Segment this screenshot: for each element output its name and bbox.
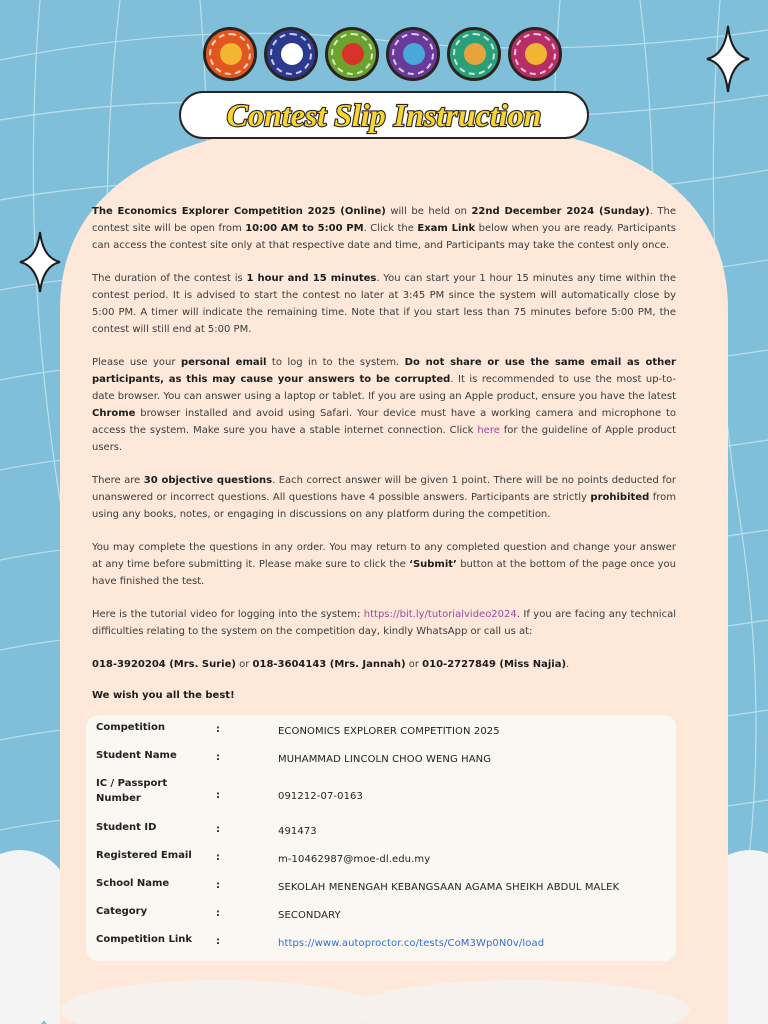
badge-icon — [508, 27, 562, 81]
instructions — [92, 203, 676, 720]
support-paragraph — [92, 606, 676, 640]
text: The duration of the contest is — [92, 273, 247, 284]
field-label: Student ID — [96, 822, 157, 833]
contest-hours: 10:00 AM to 5:00 PM — [245, 223, 364, 234]
duration: 1 hour and 15 minutes — [246, 273, 377, 284]
field-value: 091212-07-0163 — [278, 791, 363, 802]
contact-najia: 010-2727849 (Miss Najia) — [422, 659, 567, 670]
svg-text:Contest Slip Instruction: Contest Slip Instruction — [226, 97, 542, 133]
field-label: Student Name — [96, 750, 177, 761]
text: below when you are ready. Participants can access the contest site only at that respective date and time, and Participants may take the contest only once. — [92, 223, 676, 251]
sparkle-left-icon — [18, 230, 62, 294]
field-value: 491473 — [278, 826, 317, 837]
text: Chrome — [92, 408, 136, 419]
text: will be held on — [385, 206, 472, 217]
apple-guideline-link[interactable]: here — [477, 425, 500, 436]
text: ‘Submit’ — [409, 559, 457, 570]
badge-icon — [386, 27, 440, 81]
page-title — [172, 86, 596, 144]
text: . Click the — [363, 223, 418, 234]
contest-date: 22nd December 2024 (Sunday) — [471, 206, 650, 217]
submit-paragraph — [92, 539, 676, 590]
colon: : — [216, 936, 220, 947]
text: browser installed and avoid using Safari. Your device must have a working camera and microphone to access the system. Make sure you have a stable internet connection. Click — [92, 408, 676, 436]
colon: : — [216, 908, 220, 919]
text: You may complete the questions in any order. You may return to any completed question and change your answer at any time before submitting it. Please make sure to click the — [92, 542, 676, 570]
text: . The contest site will be open from — [92, 206, 676, 234]
warning-text: Do not share or use the same email as other participants, as this may cause your answers to be corrupted — [92, 357, 676, 385]
badge-icon — [325, 27, 379, 81]
field-label: Registered Email — [96, 850, 192, 861]
field-value: SEKOLAH MENENGAH KEBANGSAAN AGAMA SHEIKH ABDUL MALEK — [278, 882, 620, 893]
closing-text — [92, 687, 676, 704]
colon: : — [216, 724, 220, 735]
field-label: Category — [96, 906, 148, 917]
colon: : — [216, 824, 220, 835]
field-value: ECONOMICS EXPLORER COMPETITION 2025 — [278, 726, 500, 737]
text: or — [405, 659, 423, 670]
text: personal email — [180, 357, 267, 368]
sparkle-right-icon — [705, 24, 751, 94]
questions-paragraph — [92, 472, 676, 523]
duration-paragraph — [92, 270, 676, 338]
competition-link[interactable]: https://www.autoproctor.co/tests/CoM3Wp0N0v/load — [278, 938, 545, 949]
field-label: Competition Link — [96, 934, 193, 945]
exam-link-text: Exam Link — [417, 223, 476, 234]
field-label: IC / Passport Number — [96, 778, 168, 804]
field-value: MUHAMMAD LINCOLN CHOO WENG HANG — [278, 754, 492, 765]
field-value: m-10462987@moe-dl.edu.my — [278, 854, 431, 865]
colon: : — [216, 852, 220, 863]
text: button at the bottom of the page once you have finished the test. — [92, 559, 676, 587]
colon: : — [216, 790, 220, 801]
text: for the guideline of Apple product users. — [92, 425, 677, 453]
field-label: School Name — [96, 878, 170, 889]
text: . It is recommended to use the most up-to-date browser. You can answer using a laptop or tablet. If you are using an Apple product, ensure you have the latest — [92, 374, 676, 402]
badge-icon — [203, 27, 257, 81]
text: prohibited — [590, 492, 650, 503]
text: 30 objective questions — [143, 475, 273, 486]
text: There are — [92, 475, 144, 486]
text: . You can start your 1 hour 15 minutes any time within the contest period. It is advised to start the contest no later at 3:45 PM since the system will automatically close by 5:00 PM. A timer will indicate the remaining time. Note that if you start less than 75 minutes before 5:00 PM, the contest will still end at 5:00 PM. — [92, 273, 676, 335]
text: . If you are facing any technical difficulties relating to the system on the competition day, kindly WhatsApp or call us at: — [92, 609, 676, 637]
login-paragraph — [92, 354, 676, 456]
contact-jannah: 018-3604143 (Mrs. Jannah) — [252, 659, 406, 670]
text: . Each correct answer will be given 1 point. There will be no points deducted for unanswered or incorrect questions. All questions have 4 possible answers. Participants are strictly — [92, 475, 677, 503]
badge-icon — [264, 27, 318, 81]
text: from using any books, notes, or engaging in discussions on any platform during the competition. — [92, 492, 676, 520]
field-label: Competition — [96, 722, 165, 733]
competition-badges — [203, 27, 563, 83]
colon: : — [216, 752, 220, 763]
text: We wish you all the best! — [92, 690, 235, 701]
contest-slip-details — [86, 715, 676, 961]
text: . — [566, 659, 570, 670]
contacts — [92, 656, 676, 673]
tutorial-video-link[interactable]: https://bit.ly/tutorialvideo2024 — [363, 609, 517, 620]
text: Please use your — [92, 357, 181, 368]
text: or — [235, 659, 253, 670]
badge-icon — [447, 27, 501, 81]
intro-paragraph — [92, 203, 676, 254]
contact-surie: 018-3920204 (Mrs. Surie) — [92, 659, 236, 670]
text: to log in to the system. — [266, 357, 405, 368]
competition-name: The Economics Explorer Competition 2025 (Online) — [92, 206, 386, 217]
colon: : — [216, 880, 220, 891]
field-value: SECONDARY — [278, 910, 341, 921]
text: Here is the tutorial video for logging into the system: — [92, 609, 364, 620]
